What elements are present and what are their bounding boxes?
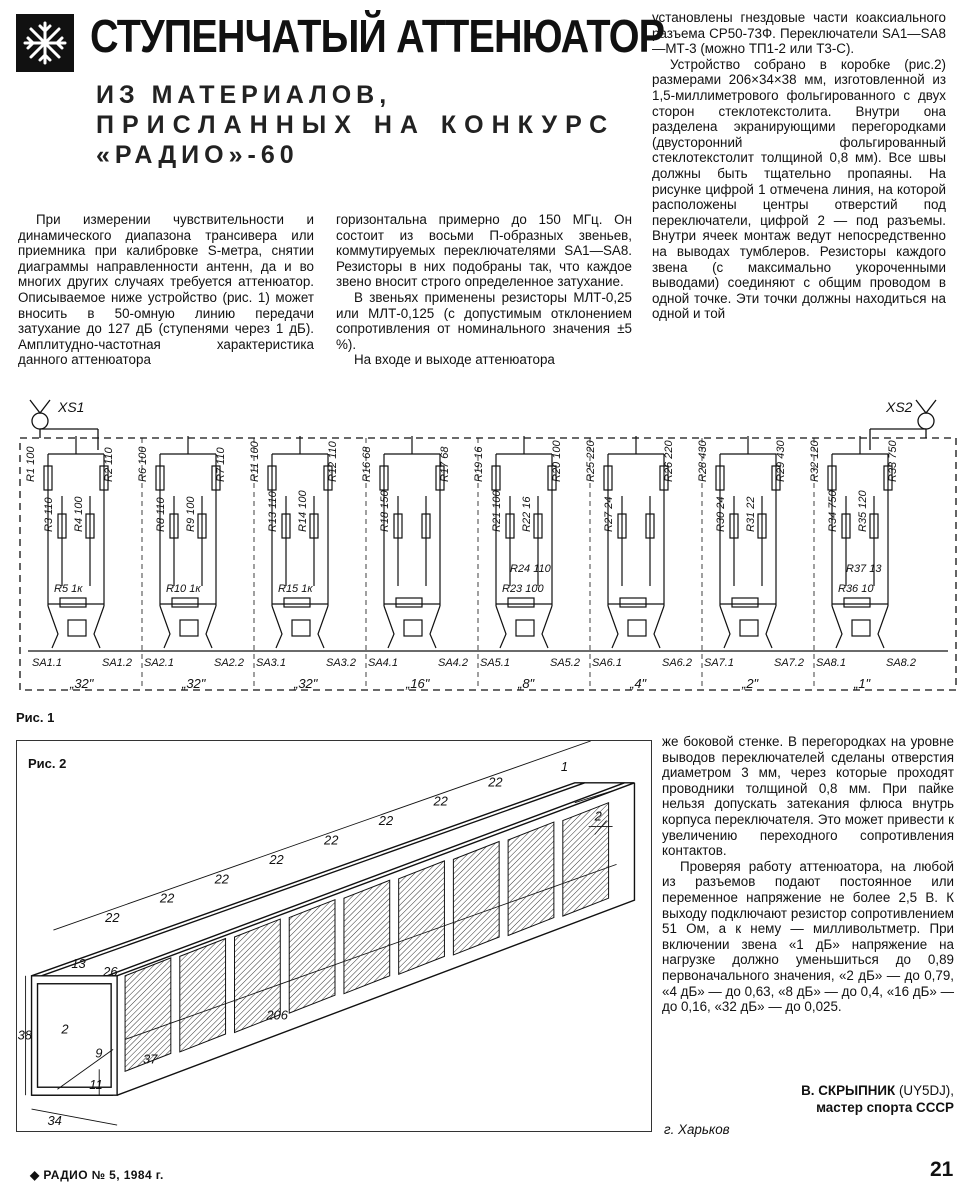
resistor-symbol (284, 598, 310, 607)
switch-contact (206, 606, 216, 648)
switch-contact (654, 606, 664, 648)
author-callsign: (UY5DJ), (898, 1083, 954, 1098)
switch-body (292, 620, 310, 636)
switch-contact (720, 606, 730, 648)
switch-label: SA1.2 (102, 657, 132, 669)
connector-xs1-icon (32, 413, 48, 429)
switch-body (740, 620, 758, 636)
resistor-label: R21 100 (491, 490, 503, 532)
page-number: 21 (930, 1158, 954, 1181)
switch-label: SA5.2 (550, 657, 580, 669)
dimension-width: 34 (47, 1113, 62, 1129)
schematic-figure (14, 396, 962, 706)
paragraph: установлены гнездовые части коаксиального разъема СР50-73Ф. Переключатели SA1—SA8—МТ-3 (можно ТП1-2 или Т3-С). (652, 10, 946, 57)
partition-wall (453, 841, 499, 954)
switch-label: SA6.1 (592, 657, 622, 669)
resistor-symbol (172, 598, 198, 607)
switch-body (180, 620, 198, 636)
text-column-1 (18, 212, 314, 368)
resistor-label: R18 150 (379, 490, 391, 532)
switch-label: SA7.1 (704, 657, 734, 669)
switch-label: SA6.2 (662, 657, 692, 669)
switch-label: SA7.2 (774, 657, 804, 669)
resistor-label: R26 220 (663, 440, 675, 482)
author-name: В. СКРЫПНИК (801, 1083, 896, 1098)
resistor-label: R10 1к (166, 583, 201, 595)
paragraph: горизонтальна примерно до 150 МГц. Он состоит из восьми П-образных звеньев, коммутируемых переключателями SA1—SA8. Резисторы в них подобраны так, что каждое звено вносит строго определенное затухание. (336, 212, 632, 290)
resistor-label: R14 100 (297, 490, 309, 532)
resistor-label: R32 120 (809, 440, 821, 482)
resistor-label: R36 10 (838, 583, 874, 595)
resistor-label: R16 68 (361, 446, 373, 482)
paragraph: На входе и выходе аттенюатора (354, 352, 555, 368)
paragraph: же боковой стенке. В перегородках на уровне выводов переключателей сделаны отверстия диаметром 3 мм, через которые проходят проводники толщиной 0,8 мм. При пайке нельзя допускать затекания флюса внутрь корпуса переключателя. Это может привести к увеличению переходного сопротивления контактов. (662, 734, 954, 859)
resistor-label: R9 100 (185, 496, 197, 532)
enclosure-drawing (16, 740, 652, 1132)
resistor-label: R34 750 (827, 490, 839, 532)
resistor-label: R5 1к (54, 583, 83, 595)
resistor-symbol (732, 598, 758, 607)
switch-contact (272, 606, 282, 648)
resistor-label: R3 110 (43, 497, 55, 532)
dimension-length: 206 (266, 1007, 288, 1023)
resistor-label: R30 24 (715, 496, 727, 532)
resistor-label: R6 100 (137, 446, 149, 482)
switch-contact (766, 606, 776, 648)
resistor-label: R13 110 (267, 491, 279, 532)
switch-label: SA4.2 (438, 657, 468, 669)
text-column-3 (652, 10, 946, 322)
switch-contact (94, 606, 104, 648)
resistor-label: R19 16 (473, 446, 485, 482)
switch-label: SA4.1 (368, 657, 398, 669)
resistor-label: R35 120 (857, 490, 869, 532)
resistor-label: R4 100 (73, 496, 85, 532)
resistor-label: R37 13 (846, 563, 882, 575)
snowflake-icon (20, 18, 70, 68)
switch-body (68, 620, 86, 636)
author-city: г. Харьков (664, 1122, 730, 1137)
switch-contact (48, 606, 58, 648)
figure-caption: Рис. 2 (28, 756, 67, 771)
resistor-label: R29 430 (775, 440, 787, 482)
resistor-symbol (60, 598, 86, 607)
resistor-label: R27 24 (603, 496, 615, 532)
dimension-pitch: 22 (488, 774, 503, 790)
resistor-label: R24 110 (510, 563, 551, 575)
resistor-label: R33 750 (887, 440, 899, 482)
resistor-label: R7 110 (215, 447, 227, 482)
connector-xs2-icon (918, 413, 934, 429)
paragraph: Устройство собрано в коробке (рис.2) размерами 206×34×38 мм, изготовленной из 1,5-миллиметрового фольгированного с двух сторон стеклотекстолита. Внутри она разделена экранирующими перегородками (двусторонний фольгированный стеклотекстолит толщиной 0,8 мм). Все швы должны быть тщательно пропаяны. На рисунке цифрой 1 отмечена линия, на которой расположены центры отверстий под переключатели, цифрой 2 — под разъемы. Внутри ячеек монтаж ведут непосредственно на выводах тумблеров. Резисторы каждого звена (с максимально укороченными выводами) соединяют с общим проводом в одной точке. Эти точки должны находиться на одной и той (652, 56, 946, 322)
switch-contact (542, 606, 552, 648)
resistor-symbol (844, 598, 870, 607)
resistor-label: R8 110 (155, 497, 167, 532)
resistor-label: R23 100 (502, 583, 544, 595)
resistor-symbol (508, 598, 534, 607)
resistor-label: R31 22 (745, 496, 757, 532)
stage-attenuation-label: „16" (406, 676, 430, 691)
resistor-label: R12 110 (327, 441, 339, 482)
article-subtitle (96, 80, 615, 170)
text-column-4 (662, 734, 954, 1015)
stage-attenuation-label: „32" (70, 676, 94, 691)
resistor-label: R11 100 (249, 441, 261, 482)
switch-contact (160, 606, 170, 648)
resistor-symbol (620, 598, 646, 607)
author-block (700, 1082, 954, 1116)
switch-label: SA2.2 (214, 657, 244, 669)
mark-1: 1 (560, 758, 569, 774)
switch-contact (318, 606, 328, 648)
subtitle-line-2: ПРИСЛАННЫХ НА КОНКУРС (96, 111, 616, 139)
stage-attenuation-label: „2" (742, 676, 759, 691)
dimension-pitch: 22 (159, 890, 175, 906)
subtitle-line-1: ИЗ МАТЕРИАЛОВ, (96, 81, 392, 109)
switch-label: SA5.1 (480, 657, 510, 669)
resistor-label: R22 16 (521, 496, 533, 532)
partition-wall (180, 938, 226, 1051)
stage-attenuation-label: „32" (294, 676, 318, 691)
resistor-label: R17 68 (439, 446, 451, 482)
mark-2-front: 2 (61, 1021, 69, 1037)
switch-body (404, 620, 422, 636)
resistor-label: R15 1к (278, 583, 313, 595)
switch-label: SA3.2 (326, 657, 356, 669)
switch-contact (384, 606, 394, 648)
dimension-pitch: 22 (324, 832, 339, 848)
switch-body (516, 620, 534, 636)
paragraph: При измерении чувствительности и динамического диапазона трансивера или приемника при калибровке S-метра, снятии диаграммы направленности антенн, да и во многих других случаях требуется аттенюатор. Описываемое ниже устройство (рис. 1) может вносить в 50-омную линию передачи затухание до 127 дБ (ступенями через 1 дБ). Амплитудно-частотная характеристика данного аттенюатора (18, 212, 314, 368)
paragraph: В звеньях применены резисторы МЛТ-0,25 или МЛТ-0,125 (с допустимым отклонением сопротивления от номинального значения ±5 %). (336, 289, 632, 352)
article-title: СТУПЕНЧАТЫЙ АТТЕНЮАТОР (90, 10, 665, 62)
dimension-height: 38 (17, 1027, 32, 1043)
resistor-label: R2 110 (103, 447, 115, 482)
switch-label: SA8.2 (886, 657, 916, 669)
magazine-logo (16, 14, 74, 72)
partition-wall (344, 880, 390, 993)
author-title: мастер спорта СССР (816, 1100, 954, 1115)
resistor-label: R1 100 (25, 446, 37, 482)
partition-wall (399, 861, 445, 974)
resistor-label: R20 100 (551, 440, 563, 482)
switch-body (852, 620, 870, 636)
dimension-9: 9 (95, 1045, 103, 1061)
switch-contact (832, 606, 842, 648)
dimension-pitch: 22 (214, 871, 229, 887)
partition-wall (289, 900, 335, 1013)
switch-label: SA1.1 (32, 657, 62, 669)
subtitle-line-3: «РАДИО»-60 (96, 141, 299, 169)
dimension-26: 26 (103, 963, 118, 979)
text-column-2 (336, 212, 632, 368)
connector-label: XS2 (886, 399, 913, 415)
stage-attenuation-label: „1" (854, 676, 871, 691)
switch-label: SA2.1 (144, 657, 174, 669)
dimension-pitch: 22 (433, 793, 448, 809)
figure-caption: Рис. 1 (16, 710, 55, 725)
switch-body (628, 620, 646, 636)
dimension-pitch: 22 (269, 851, 284, 867)
partition-wall (508, 822, 554, 935)
switch-label: SA8.1 (816, 657, 846, 669)
dimension-11: 11 (89, 1077, 103, 1093)
resistor-symbol (396, 598, 422, 607)
mark-2-side: 2 (594, 808, 602, 824)
stage-attenuation-label: „32" (182, 676, 206, 691)
switch-contact (430, 606, 440, 648)
dimension-pitch: 22 (378, 813, 394, 829)
dimension-37: 37 (142, 1051, 158, 1067)
resistor-label: R25 220 (585, 440, 597, 482)
connector-label: XS1 (58, 399, 85, 415)
switch-label: SA3.1 (256, 657, 286, 669)
dimension-13: 13 (71, 955, 86, 971)
dimension-pitch: 22 (105, 910, 120, 926)
stage-attenuation-label: „4" (630, 676, 647, 691)
switch-contact (878, 606, 888, 648)
stage-attenuation-label: „8" (518, 676, 535, 691)
paragraph: Проверяя работу аттенюатора, на любой из разъемов подают постоянное или переменное напряжение не более 2,5 В. К выходу подключают резистор сопротивлением 51 Ом, а к нему — милливольтметр. При включении звена «1 дБ» напряжение на нагрузке должно уменьшиться до 0,89 первоначального значения, «2 дБ» — до 0,79, «4 дБ» — до 0,63, «8 дБ» — до 0,4, «16 дБ» — до 0,16, «32 дБ» — до 0,025. (662, 858, 954, 1015)
resistor-label: R28 430 (697, 440, 709, 482)
journal-footer: ◆ РАДИО № 5, 1984 г. (30, 1168, 164, 1182)
switch-contact (608, 606, 618, 648)
switch-contact (496, 606, 506, 648)
